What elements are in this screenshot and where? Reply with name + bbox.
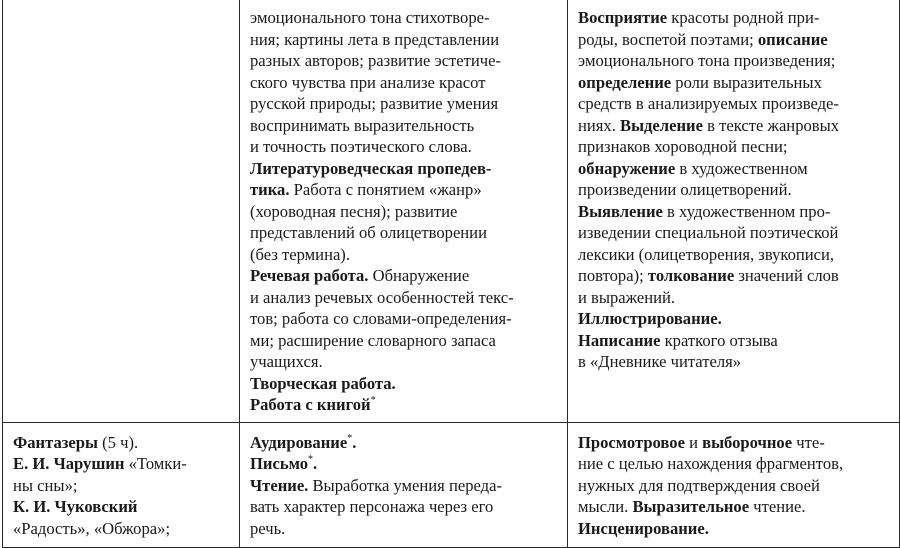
text-segment: учащихся.	[250, 352, 323, 371]
text-line	[578, 518, 893, 540]
text-segment: в художественном	[675, 158, 808, 178]
text-segment: чтение.	[749, 497, 806, 516]
text-segment: изведении специальной поэтической	[578, 223, 839, 242]
text-segment: ны сны»;	[13, 475, 78, 495]
text-line	[13, 518, 233, 540]
bold-term: Написание	[578, 330, 661, 350]
bold-term: Литературоведческая пропедев-	[250, 158, 492, 178]
text-segment: эмоционального тона произведения;	[578, 51, 836, 70]
bold-term: Инсценирование.	[578, 518, 709, 538]
text-line	[578, 7, 893, 29]
text-segment: воспринимать выразительность	[250, 115, 475, 135]
text-line	[578, 475, 893, 497]
text-segment: «Томки-	[124, 454, 187, 473]
activities-cell	[568, 0, 900, 422]
text-segment: Обнаружение	[368, 266, 470, 285]
text-segment: произведении олицетворений.	[578, 180, 792, 199]
text-line	[578, 201, 893, 223]
text-segment: краткого отзыва	[660, 330, 778, 350]
text-segment: русской природы; развитие умения	[250, 94, 499, 113]
text-line	[250, 50, 561, 72]
text-line	[578, 29, 893, 51]
text-line	[250, 496, 561, 518]
text-segment: роли выразительных	[671, 72, 822, 92]
text-line	[578, 432, 893, 454]
text-segment: и точность поэтического слова.	[250, 137, 472, 156]
text-line	[13, 496, 233, 518]
text-line	[578, 115, 893, 137]
text-line	[13, 453, 233, 475]
text-line	[578, 244, 893, 266]
text-segment: повтора);	[578, 266, 648, 285]
text-line	[578, 50, 893, 72]
text-line	[578, 179, 893, 201]
text-segment: в «Дневнике читателя»	[578, 352, 742, 371]
text-line	[250, 244, 561, 266]
text-segment: роды, воспетой поэтами;	[578, 29, 758, 49]
text-segment: представлений об олицетворении	[250, 223, 487, 242]
text-segment: вать характер персонажа через его	[250, 497, 494, 516]
text-segment: (5 ч).	[97, 432, 139, 452]
bold-term: Выделение	[620, 115, 703, 135]
bold-term: Выразительное	[632, 497, 750, 516]
text-line	[250, 93, 561, 115]
text-segment: чте-	[792, 432, 825, 452]
bold-term: выборочное	[702, 432, 793, 452]
text-line	[13, 432, 233, 454]
text-segment: ние с целью нахождения фрагментов,	[578, 454, 844, 473]
text-line	[250, 453, 561, 475]
text-line	[250, 179, 561, 201]
footnote-mark: *	[370, 395, 376, 406]
text-line	[250, 222, 561, 244]
text-segment: (без термина).	[250, 244, 350, 264]
text-line	[250, 158, 561, 180]
text-segment: мысли.	[578, 497, 633, 516]
footnote-mark: *	[347, 432, 353, 444]
text-line	[250, 351, 561, 373]
text-segment: разных авторов; развитие эстетиче-	[250, 51, 502, 70]
text-line	[578, 72, 893, 94]
table-row	[3, 0, 900, 422]
bold-term: Фантазеры	[13, 432, 98, 452]
text-line	[250, 287, 561, 309]
bold-term: Восприятие	[578, 8, 668, 27]
text-line	[250, 394, 561, 416]
text-line	[250, 432, 561, 454]
text-segment: и	[684, 432, 703, 452]
text-line	[250, 201, 561, 223]
bold-term: определение	[578, 72, 672, 92]
bold-term: Выявление	[578, 201, 663, 221]
bold-term: Аудирование	[250, 432, 348, 452]
bold-term: Творческая работа.	[250, 373, 396, 393]
text-segment: и анализ речевых особенностей текс-	[250, 287, 514, 307]
text-line	[250, 308, 561, 330]
text-line	[578, 265, 893, 287]
text-segment: признаков хороводной песни;	[578, 137, 788, 156]
bold-term: обнаружение	[578, 158, 676, 178]
bold-term: К. И. Чуковский	[13, 497, 138, 516]
text-segment: красоты родной при-	[667, 8, 820, 27]
text-segment: (хороводная песня); развитие	[250, 201, 458, 221]
bold-term: тика.	[250, 180, 290, 199]
topic-cell	[3, 422, 240, 547]
bold-term: Чтение.	[250, 475, 309, 495]
content-cell	[240, 422, 568, 547]
text-segment: ниях.	[578, 115, 620, 135]
text-segment: «Радость», «Обжора»;	[13, 518, 171, 538]
text-line	[250, 265, 561, 287]
text-segment: Выработка умения переда-	[308, 475, 502, 495]
bold-term: .	[352, 432, 357, 452]
text-segment: тов; работа со словами-определения-	[250, 309, 512, 328]
text-segment: ми; расширение словарного запаса	[250, 330, 496, 350]
text-line	[250, 136, 561, 158]
text-segment: эмоционального тона стихотворе-	[250, 8, 490, 27]
text-line	[250, 7, 561, 29]
text-line	[250, 475, 561, 497]
text-line	[578, 330, 893, 352]
text-segment: Работа с понятием «жанр»	[289, 180, 482, 199]
text-line	[578, 453, 893, 475]
text-line	[250, 518, 561, 540]
text-segment: лексики (олицетворения, звукописи,	[578, 244, 835, 264]
text-segment: нужных для подтверждения своей	[578, 475, 820, 495]
text-line	[250, 115, 561, 137]
text-line	[578, 496, 893, 518]
text-line	[250, 330, 561, 352]
text-line	[250, 29, 561, 51]
text-segment: средств в анализируемых произведе-	[578, 94, 839, 113]
bold-term: Работа с книгой	[250, 395, 371, 414]
text-segment: ния; картины лета в представлении	[250, 29, 500, 49]
bold-term: толкование	[647, 266, 735, 285]
text-segment: и выражений.	[578, 287, 676, 307]
topic-cell	[3, 0, 240, 422]
text-segment: значений слов	[734, 266, 839, 285]
text-line	[578, 308, 893, 330]
bold-term: описание	[757, 29, 828, 49]
activities-cell	[568, 422, 900, 547]
text-line	[250, 72, 561, 94]
text-segment: ского чувства при анализе красот	[250, 72, 486, 92]
bold-term: Иллюстрирование.	[578, 309, 722, 328]
bold-term: Е. И. Чарушин	[13, 454, 125, 473]
table-row	[3, 422, 900, 547]
bold-term: Просмотровое	[578, 432, 685, 452]
bold-term: Речевая работа.	[250, 266, 369, 285]
text-segment: в художественном про-	[662, 201, 831, 221]
text-segment: в тексте жанровых	[702, 115, 840, 135]
text-line	[578, 136, 893, 158]
footnote-mark: *	[308, 454, 313, 465]
bold-term: Письмо	[250, 454, 308, 473]
text-line	[578, 287, 893, 309]
text-line	[578, 351, 893, 373]
text-line	[250, 373, 561, 395]
text-line	[13, 475, 233, 497]
text-line	[578, 222, 893, 244]
text-segment: речь.	[250, 518, 286, 538]
text-line	[578, 93, 893, 115]
bold-term: .	[313, 454, 318, 473]
text-line	[578, 158, 893, 180]
content-cell	[240, 0, 568, 422]
curriculum-table	[2, 0, 900, 548]
